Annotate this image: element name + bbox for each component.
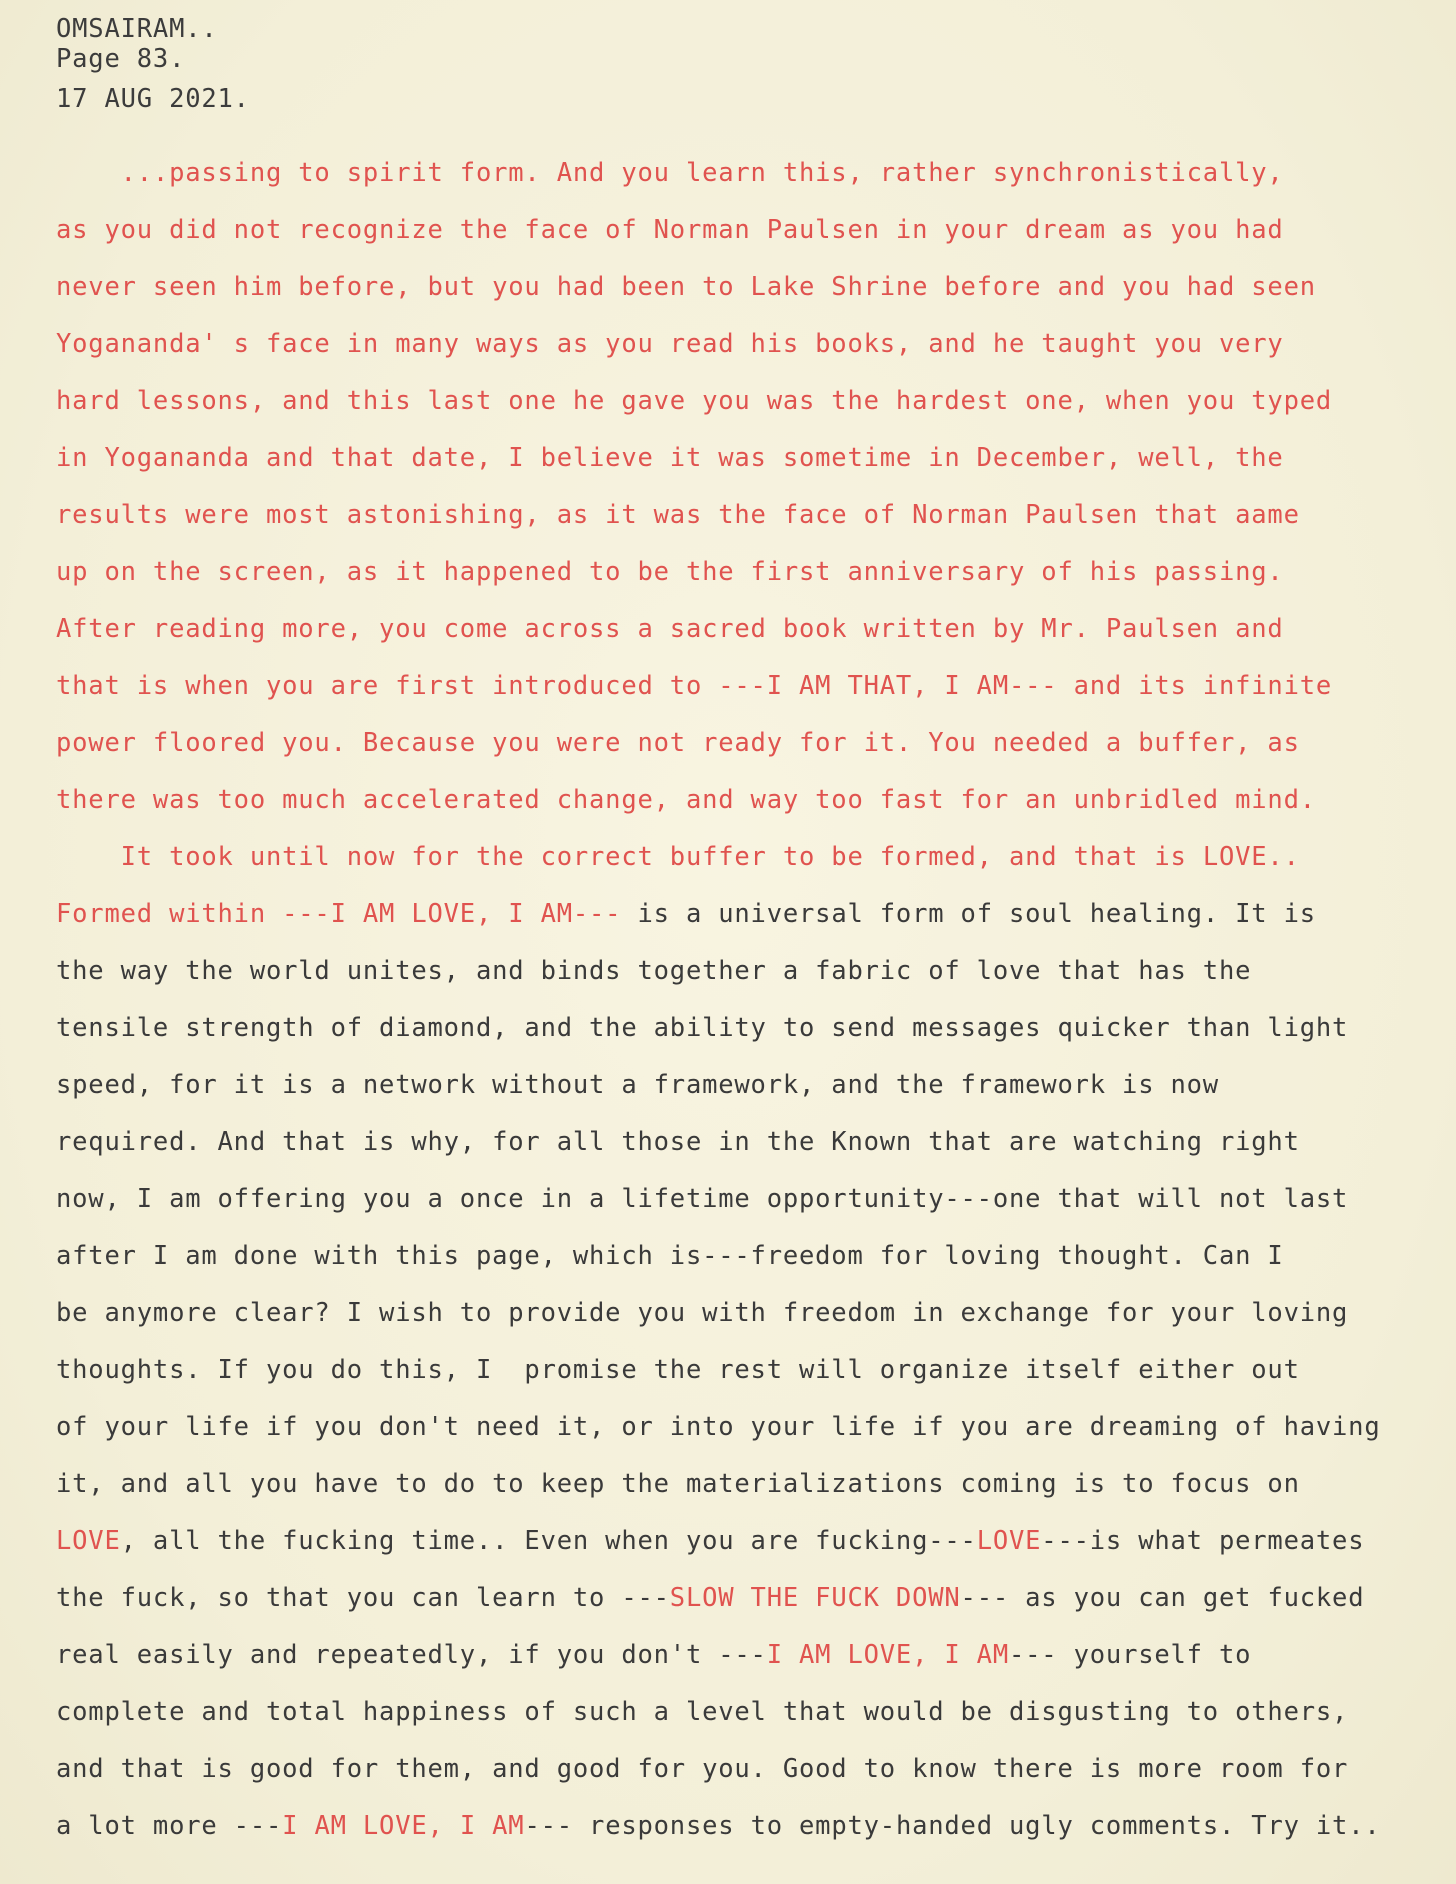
black-ink-text: ---is what permeates [1041,1526,1365,1556]
black-ink-text: after I am done with this page, which is---freedom for loving thought. Can I [56,1241,1284,1271]
red-ink-text: LOVE.. [1202,842,1300,872]
body-line [56,1127,1300,1157]
body-line [56,1013,1348,1043]
body-line: ...passing to spirit form. And you learn this, rather synchronistically, [56,158,1284,188]
black-ink-text: --- as you can get fucked [960,1583,1365,1613]
black-ink-text: --- yourself to [1009,1640,1252,1670]
black-ink-text: a lot more --- [56,1811,283,1841]
body-line [56,1412,1381,1442]
body-line [56,1583,1364,1613]
red-ink-text: Formed within ---I AM LOVE, I AM--- [56,899,622,929]
body-line: up on the screen, as it happened to be the first anniversary of his passing. [56,557,1284,587]
black-ink-text: --- responses to empty-handed ugly comments. Try it.. [524,1811,1381,1841]
black-ink-text: , all the fucking time.. Even when you are fucking--- [120,1526,977,1556]
red-ink-text: I AM LOVE, I AM [766,1640,1009,1670]
header-title: OMSAIRAM.. [56,14,218,44]
black-ink-text: speed, for it is a network without a framework, and the framework is now [56,1070,1219,1100]
body-line [56,1811,1381,1841]
body-line: Yogananda' s face in many ways as you read his books, and he taught you very [56,329,1284,359]
body-line [56,1184,1348,1214]
black-ink-text: the fuck, so that you can learn to --- [56,1583,670,1613]
black-ink-text: the way the world unites, and binds together a fabric of love that has the [56,956,1252,986]
black-ink-text: and that is good for them, and good for you. Good to know there is more room for [56,1754,1349,1784]
body-line: After reading more, you come across a sacred book written by Mr. Paulsen and [56,614,1284,644]
body-line: results were most astonishing, as it was the face of Norman Paulsen that aame [56,500,1300,530]
black-ink-text: thoughts. If you do this, I promise the rest will organize itself either out [56,1355,1300,1385]
body-line [56,899,1316,929]
red-ink-text: SLOW THE FUCK DOWN [669,1583,961,1613]
body-line [56,1070,1219,1100]
body-line: hard lessons, and this last one he gave you was the hardest one, when you typed [56,386,1333,416]
page-number: Page 83. [56,44,186,74]
black-ink-text: tensile strength of diamond, and the ability to send messages quicker than light [56,1013,1349,1043]
red-ink-text: It took until now for the correct buffer to be formed, and that is [56,842,1203,872]
date-line: 17 AUG 2021. [56,84,250,114]
body-line [56,1298,1348,1328]
black-ink-text: now, I am offering you a once in a lifetime opportunity---one that will not last [56,1184,1349,1214]
red-ink-text: I AM LOVE, I AM [282,1811,525,1841]
body-line [56,842,1300,872]
body-line [56,1754,1348,1784]
body-line: there was too much accelerated change, and way too fast for an unbridled mind. [56,785,1316,815]
black-ink-text: complete and total happiness of such a level that would be disgusting to others, [56,1697,1349,1727]
body-line [56,1355,1300,1385]
red-ink-text: LOVE [56,1526,121,1556]
body-line: in Yogananda and that date, I believe it was sometime in December, well, the [56,443,1284,473]
body-line [56,1469,1300,1499]
body-line [56,1697,1348,1727]
body-line: that is when you are first introduced to ---I AM THAT, I AM--- and its infinite [56,671,1333,701]
body-line: as you did not recognize the face of Norman Paulsen in your dream as you had [56,215,1284,245]
black-ink-text: required. And that is why, for all those in the Known that are watching right [56,1127,1300,1157]
body-line [56,956,1251,986]
black-ink-text: be anymore clear? I wish to provide you with freedom in exchange for your loving [56,1298,1349,1328]
body-line [56,1241,1284,1271]
black-ink-text: of your life if you don't need it, or into your life if you are dreaming of having [56,1412,1381,1442]
body-line: power floored you. Because you were not ready for it. You needed a buffer, as [56,728,1300,758]
red-ink-text: LOVE [976,1526,1042,1556]
body-line: never seen him before, but you had been to Lake Shrine before and you had seen [56,272,1316,302]
black-ink-text: it, and all you have to do to keep the materializations coming is to focus on [56,1469,1300,1499]
body-line [56,1640,1251,1670]
body-line [56,1526,1364,1556]
black-ink-text: is a universal form of soul healing. It is [621,899,1316,929]
black-ink-text: real easily and repeatedly, if you don't --- [56,1640,767,1670]
